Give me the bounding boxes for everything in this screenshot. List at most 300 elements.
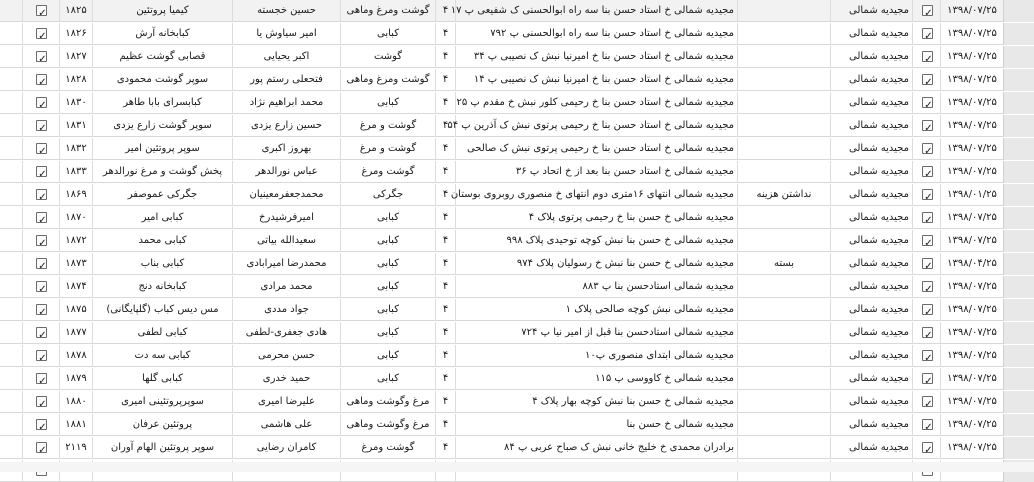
cell-owner[interactable]	[232, 391, 340, 413]
cell-category[interactable]	[340, 345, 435, 367]
cell-date[interactable]	[940, 115, 1003, 137]
cell-category[interactable]	[340, 92, 435, 114]
checkbox[interactable]	[36, 304, 47, 315]
cell-owner[interactable]	[232, 115, 340, 137]
cell-date[interactable]	[940, 391, 1003, 413]
table-row[interactable]	[0, 0, 1034, 22]
cell-owner[interactable]	[232, 322, 340, 344]
cell-owner[interactable]	[232, 0, 340, 22]
record-selector[interactable]	[1003, 0, 1034, 22]
checkbox[interactable]	[36, 350, 47, 361]
checkbox[interactable]	[922, 74, 933, 85]
checkbox[interactable]	[922, 327, 933, 338]
cell-district[interactable]	[830, 69, 912, 91]
cell-date[interactable]	[940, 299, 1003, 321]
cell-note[interactable]	[737, 184, 830, 206]
cell-district[interactable]	[830, 0, 912, 22]
table-row[interactable]	[0, 92, 1034, 114]
cell-date[interactable]	[940, 368, 1003, 390]
cell-checked-left[interactable]	[22, 345, 59, 367]
table-row[interactable]	[0, 322, 1034, 344]
cell-code[interactable]	[435, 115, 455, 137]
cell-address[interactable]	[455, 276, 737, 298]
cell-date[interactable]	[940, 161, 1003, 183]
cell-address[interactable]	[455, 345, 737, 367]
cell-note[interactable]	[737, 299, 830, 321]
cell-checked-right[interactable]	[912, 92, 940, 114]
record-selector[interactable]	[1003, 322, 1034, 344]
checkbox[interactable]	[922, 5, 933, 16]
cell-date[interactable]	[940, 69, 1003, 91]
cell-district[interactable]	[830, 276, 912, 298]
checkbox[interactable]	[36, 442, 47, 453]
cell-address[interactable]	[455, 23, 737, 45]
checkbox[interactable]	[922, 304, 933, 315]
cell-id[interactable]	[59, 230, 92, 252]
checkbox[interactable]	[922, 97, 933, 108]
cell-note[interactable]	[737, 138, 830, 160]
cell-code[interactable]	[435, 0, 455, 22]
cell-id[interactable]	[59, 299, 92, 321]
cell-id[interactable]	[59, 115, 92, 137]
table-row[interactable]	[0, 23, 1034, 45]
checkbox[interactable]	[36, 258, 47, 269]
cell-id[interactable]	[59, 46, 92, 68]
table-row[interactable]	[0, 207, 1034, 229]
record-selector[interactable]	[1003, 391, 1034, 413]
cell-note[interactable]	[737, 115, 830, 137]
cell-address[interactable]	[450, 184, 737, 206]
cell-checked-left[interactable]	[22, 184, 59, 206]
table-row[interactable]	[0, 414, 1034, 436]
cell-district[interactable]	[830, 184, 912, 206]
cell-shop[interactable]	[92, 276, 232, 298]
cell-id[interactable]	[59, 345, 92, 367]
cell-owner[interactable]	[232, 69, 340, 91]
record-selector[interactable]	[1003, 92, 1034, 114]
cell-note[interactable]	[737, 161, 830, 183]
cell-date[interactable]	[940, 437, 1003, 459]
cell-id[interactable]	[59, 92, 92, 114]
checkbox[interactable]	[36, 5, 47, 16]
cell-checked-left[interactable]	[22, 230, 59, 252]
cell-shop[interactable]	[92, 23, 232, 45]
cell-checked-left[interactable]	[22, 414, 59, 436]
cell-note[interactable]	[737, 437, 830, 459]
checkbox[interactable]	[922, 166, 933, 177]
cell-code[interactable]	[435, 322, 455, 344]
cell-category[interactable]	[340, 230, 435, 252]
cell-id[interactable]	[59, 437, 92, 459]
cell-category[interactable]	[340, 299, 435, 321]
cell-note[interactable]	[737, 230, 830, 252]
cell-owner[interactable]	[232, 46, 340, 68]
cell-note[interactable]	[737, 92, 830, 114]
cell-shop[interactable]	[92, 207, 232, 229]
cell-date[interactable]	[940, 0, 1003, 22]
cell-address[interactable]	[455, 299, 737, 321]
cell-category[interactable]	[340, 391, 435, 413]
table-row[interactable]	[0, 391, 1034, 413]
cell-note[interactable]	[737, 345, 830, 367]
cell-id[interactable]	[59, 161, 92, 183]
cell-owner[interactable]	[232, 368, 340, 390]
cell-district[interactable]	[830, 138, 912, 160]
cell-address[interactable]	[455, 92, 737, 114]
cell-checked-left[interactable]	[22, 253, 59, 275]
table-row[interactable]	[0, 230, 1034, 252]
cell-date[interactable]	[940, 46, 1003, 68]
cell-id[interactable]	[59, 0, 92, 22]
cell-code[interactable]	[435, 230, 455, 252]
table-row[interactable]	[0, 276, 1034, 298]
cell-note[interactable]	[737, 391, 830, 413]
table-row[interactable]	[0, 46, 1034, 68]
cell-shop[interactable]	[92, 69, 232, 91]
cell-district[interactable]	[830, 46, 912, 68]
cell-owner[interactable]	[232, 345, 340, 367]
cell-code[interactable]	[435, 23, 455, 45]
record-selector[interactable]	[1003, 276, 1034, 298]
cell-code[interactable]	[435, 46, 455, 68]
cell-category[interactable]	[340, 322, 435, 344]
cell-note[interactable]	[737, 414, 830, 436]
table-row[interactable]	[0, 184, 1034, 206]
cell-district[interactable]	[830, 322, 912, 344]
table-row[interactable]	[0, 253, 1034, 275]
table-row[interactable]	[0, 368, 1034, 390]
cell-checked-right[interactable]	[912, 391, 940, 413]
checkbox[interactable]	[922, 396, 933, 407]
record-selector[interactable]	[1003, 23, 1034, 45]
cell-code[interactable]	[435, 207, 455, 229]
record-selector[interactable]	[1003, 253, 1034, 275]
checkbox[interactable]	[922, 258, 933, 269]
cell-shop[interactable]	[92, 161, 232, 183]
cell-address[interactable]	[455, 414, 737, 436]
checkbox[interactable]	[36, 235, 47, 246]
cell-code[interactable]	[435, 161, 455, 183]
cell-category[interactable]	[340, 253, 435, 275]
cell-date[interactable]	[940, 322, 1003, 344]
cell-id[interactable]	[59, 391, 92, 413]
cell-checked-left[interactable]	[22, 368, 59, 390]
cell-address[interactable]	[455, 138, 737, 160]
cell-checked-right[interactable]	[912, 23, 940, 45]
cell-shop[interactable]	[92, 253, 232, 275]
cell-district[interactable]	[830, 368, 912, 390]
record-selector[interactable]	[1003, 207, 1034, 229]
cell-checked-right[interactable]	[912, 0, 940, 22]
cell-date[interactable]	[940, 92, 1003, 114]
cell-date[interactable]	[940, 345, 1003, 367]
cell-date[interactable]	[940, 276, 1003, 298]
checkbox[interactable]	[36, 28, 47, 39]
cell-category[interactable]	[340, 46, 435, 68]
cell-category[interactable]	[340, 69, 435, 91]
checkbox[interactable]	[36, 166, 47, 177]
cell-category[interactable]	[340, 276, 435, 298]
cell-category[interactable]	[340, 115, 435, 137]
cell-checked-right[interactable]	[912, 414, 940, 436]
cell-date[interactable]	[940, 414, 1003, 436]
cell-address[interactable]	[447, 115, 737, 137]
cell-date[interactable]	[940, 184, 1003, 206]
cell-address[interactable]	[455, 368, 737, 390]
checkbox[interactable]	[36, 327, 47, 338]
cell-note[interactable]	[737, 276, 830, 298]
cell-checked-right[interactable]	[912, 299, 940, 321]
table-row[interactable]	[0, 345, 1034, 367]
cell-district[interactable]	[830, 345, 912, 367]
cell-owner[interactable]	[232, 414, 340, 436]
cell-note[interactable]	[737, 368, 830, 390]
record-selector[interactable]	[1003, 46, 1034, 68]
cell-note[interactable]	[737, 253, 830, 275]
checkbox[interactable]	[36, 51, 47, 62]
cell-shop[interactable]	[92, 322, 232, 344]
checkbox[interactable]	[922, 51, 933, 62]
cell-checked-left[interactable]	[22, 437, 59, 459]
cell-district[interactable]	[830, 115, 912, 137]
cell-id[interactable]	[59, 207, 92, 229]
cell-checked-right[interactable]	[912, 253, 940, 275]
record-selector[interactable]	[1003, 299, 1034, 321]
cell-checked-right[interactable]	[912, 276, 940, 298]
cell-date[interactable]	[940, 207, 1003, 229]
checkbox[interactable]	[36, 74, 47, 85]
record-selector[interactable]	[1003, 161, 1034, 183]
cell-category[interactable]	[340, 414, 435, 436]
cell-code[interactable]	[435, 69, 455, 91]
cell-note[interactable]	[737, 207, 830, 229]
checkbox[interactable]	[922, 212, 933, 223]
cell-district[interactable]	[830, 230, 912, 252]
cell-district[interactable]	[830, 23, 912, 45]
record-selector[interactable]	[1003, 69, 1034, 91]
cell-checked-right[interactable]	[912, 345, 940, 367]
cell-id[interactable]	[59, 23, 92, 45]
cell-district[interactable]	[830, 92, 912, 114]
cell-district[interactable]	[830, 391, 912, 413]
cell-address[interactable]	[455, 46, 737, 68]
checkbox[interactable]	[922, 350, 933, 361]
cell-note[interactable]	[737, 322, 830, 344]
cell-checked-left[interactable]	[22, 207, 59, 229]
table-row[interactable]	[0, 69, 1034, 91]
cell-checked-left[interactable]	[22, 0, 59, 22]
checkbox[interactable]	[36, 419, 47, 430]
checkbox[interactable]	[922, 28, 933, 39]
cell-checked-left[interactable]	[22, 299, 59, 321]
cell-checked-right[interactable]	[912, 161, 940, 183]
cell-shop[interactable]	[92, 368, 232, 390]
checkbox[interactable]	[922, 419, 933, 430]
cell-category[interactable]	[340, 437, 435, 459]
checkbox[interactable]	[922, 143, 933, 154]
cell-district[interactable]	[830, 161, 912, 183]
cell-checked-right[interactable]	[912, 46, 940, 68]
cell-shop[interactable]	[92, 115, 232, 137]
table-row[interactable]	[0, 138, 1034, 160]
cell-checked-left[interactable]	[22, 69, 59, 91]
cell-id[interactable]	[59, 368, 92, 390]
cell-owner[interactable]	[232, 184, 340, 206]
checkbox[interactable]	[922, 235, 933, 246]
cell-owner[interactable]	[232, 437, 340, 459]
cell-shop[interactable]	[92, 184, 232, 206]
checkbox[interactable]	[36, 281, 47, 292]
cell-address[interactable]	[455, 69, 737, 91]
cell-category[interactable]	[340, 23, 435, 45]
cell-date[interactable]	[940, 138, 1003, 160]
cell-id[interactable]	[59, 276, 92, 298]
checkbox[interactable]	[36, 373, 47, 384]
cell-checked-right[interactable]	[912, 184, 940, 206]
checkbox[interactable]	[922, 442, 933, 453]
cell-address[interactable]	[455, 161, 737, 183]
cell-category[interactable]	[340, 138, 435, 160]
cell-id[interactable]	[59, 184, 92, 206]
checkbox[interactable]	[36, 143, 47, 154]
cell-id[interactable]	[59, 414, 92, 436]
cell-code[interactable]	[435, 437, 455, 459]
table-row[interactable]	[0, 161, 1034, 183]
cell-owner[interactable]	[232, 138, 340, 160]
cell-shop[interactable]	[92, 0, 232, 22]
cell-district[interactable]	[830, 299, 912, 321]
record-selector[interactable]	[1003, 414, 1034, 436]
cell-owner[interactable]	[232, 276, 340, 298]
cell-address[interactable]	[455, 230, 737, 252]
cell-owner[interactable]	[232, 230, 340, 252]
cell-category[interactable]	[340, 207, 435, 229]
cell-note[interactable]	[737, 0, 830, 22]
cell-district[interactable]	[830, 253, 912, 275]
cell-owner[interactable]	[232, 253, 340, 275]
checkbox[interactable]	[36, 97, 47, 108]
cell-checked-left[interactable]	[22, 138, 59, 160]
cell-code[interactable]	[435, 184, 455, 206]
cell-checked-left[interactable]	[22, 391, 59, 413]
record-selector[interactable]	[1003, 138, 1034, 160]
checkbox[interactable]	[922, 120, 933, 131]
cell-id[interactable]	[59, 69, 92, 91]
cell-category[interactable]	[340, 0, 435, 22]
checkbox[interactable]	[36, 212, 47, 223]
cell-address[interactable]	[455, 322, 737, 344]
cell-note[interactable]	[737, 23, 830, 45]
cell-shop[interactable]	[92, 345, 232, 367]
table-row[interactable]	[0, 437, 1034, 459]
record-selector[interactable]	[1003, 230, 1034, 252]
cell-owner[interactable]	[232, 207, 340, 229]
cell-shop[interactable]	[92, 414, 232, 436]
cell-category[interactable]	[340, 368, 435, 390]
cell-category[interactable]	[340, 161, 435, 183]
checkbox[interactable]	[36, 396, 47, 407]
cell-shop[interactable]	[92, 46, 232, 68]
cell-address[interactable]	[450, 0, 737, 22]
record-selector[interactable]	[1003, 368, 1034, 390]
cell-checked-right[interactable]	[912, 322, 940, 344]
cell-checked-right[interactable]	[912, 115, 940, 137]
cell-shop[interactable]	[92, 230, 232, 252]
cell-checked-right[interactable]	[912, 138, 940, 160]
record-selector[interactable]	[1003, 437, 1034, 459]
cell-shop[interactable]	[92, 299, 232, 321]
cell-address[interactable]	[455, 207, 737, 229]
checkbox[interactable]	[922, 189, 933, 200]
cell-code[interactable]	[435, 92, 455, 114]
cell-address[interactable]	[455, 253, 737, 275]
checkbox[interactable]	[922, 281, 933, 292]
cell-district[interactable]	[830, 414, 912, 436]
cell-owner[interactable]	[232, 92, 340, 114]
cell-district[interactable]	[830, 437, 912, 459]
cell-id[interactable]	[59, 253, 92, 275]
cell-date[interactable]	[940, 253, 1003, 275]
cell-code[interactable]	[435, 368, 455, 390]
cell-checked-right[interactable]	[912, 368, 940, 390]
cell-id[interactable]	[59, 138, 92, 160]
cell-checked-right[interactable]	[912, 230, 940, 252]
cell-shop[interactable]	[92, 437, 232, 459]
cell-checked-right[interactable]	[912, 207, 940, 229]
cell-address[interactable]	[455, 391, 737, 413]
cell-shop[interactable]	[92, 92, 232, 114]
cell-code[interactable]	[435, 138, 455, 160]
cell-date[interactable]	[940, 230, 1003, 252]
cell-code[interactable]	[435, 391, 455, 413]
cell-code[interactable]	[435, 253, 455, 275]
cell-checked-right[interactable]	[912, 69, 940, 91]
record-selector[interactable]	[1003, 115, 1034, 137]
cell-owner[interactable]	[232, 161, 340, 183]
cell-district[interactable]	[830, 207, 912, 229]
cell-checked-left[interactable]	[22, 161, 59, 183]
cell-shop[interactable]	[92, 138, 232, 160]
cell-category[interactable]	[340, 184, 435, 206]
checkbox[interactable]	[36, 120, 47, 131]
record-selector[interactable]	[1003, 345, 1034, 367]
record-selector[interactable]	[1003, 184, 1034, 206]
cell-checked-right[interactable]	[912, 437, 940, 459]
cell-owner[interactable]	[232, 299, 340, 321]
cell-checked-left[interactable]	[22, 276, 59, 298]
cell-checked-left[interactable]	[22, 23, 59, 45]
cell-code[interactable]	[435, 276, 455, 298]
cell-checked-left[interactable]	[22, 46, 59, 68]
cell-code[interactable]	[435, 345, 455, 367]
checkbox[interactable]	[36, 189, 47, 200]
cell-date[interactable]	[940, 23, 1003, 45]
cell-shop[interactable]	[92, 391, 232, 413]
table-row[interactable]	[0, 299, 1034, 321]
cell-note[interactable]	[737, 69, 830, 91]
cell-code[interactable]	[435, 414, 455, 436]
cell-address[interactable]	[455, 437, 737, 459]
table-row[interactable]	[0, 115, 1034, 137]
checkbox[interactable]	[922, 373, 933, 384]
cell-note[interactable]	[737, 46, 830, 68]
cell-checked-left[interactable]	[22, 322, 59, 344]
cell-checked-left[interactable]	[22, 92, 59, 114]
cell-checked-left[interactable]	[22, 115, 59, 137]
cell-code[interactable]	[435, 299, 455, 321]
cell-owner[interactable]	[232, 23, 340, 45]
cell-id[interactable]	[59, 322, 92, 344]
